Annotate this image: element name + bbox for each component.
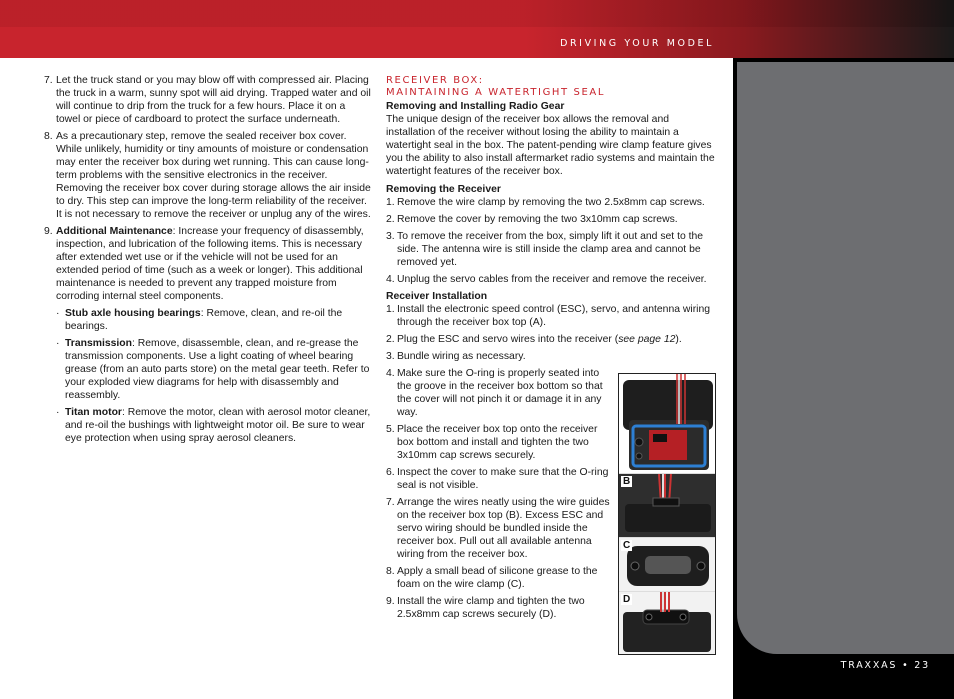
section-title: DRIVING YOUR MODEL	[560, 38, 714, 49]
page-footer: TRAXXAS • 23	[840, 660, 930, 671]
item-number: 4.	[386, 368, 395, 379]
item-text: Arrange the wires neatly using the wire guides on the receiver box top (B). Excess ESC and servo wiring should be bundled inside the receiver box. Pull out all available antenna wiring from the receiver box.	[397, 497, 610, 560]
subheading-removing: Removing the Receiver	[386, 184, 501, 195]
item-text: Remove the wire clamp by removing the two 2.5x8mm cap screws.	[397, 197, 705, 208]
list-item	[386, 350, 612, 363]
bullet-text: : Remove, clean, and re-oil the bearings.	[65, 308, 343, 332]
list-item-9	[44, 225, 372, 303]
item-number: 3.	[386, 231, 395, 242]
item-number: 4.	[386, 274, 395, 285]
photo-c	[619, 538, 715, 592]
bullet-item	[44, 337, 372, 402]
list-item	[386, 230, 716, 269]
item-text: Inspect the cover to make sure that the O-ring seal is not visible.	[397, 467, 609, 491]
bullet-icon: ·	[56, 308, 60, 319]
item-number: 3.	[386, 351, 395, 362]
item-text: Apply a small bead of silicone grease to the foam on the wire clamp (C).	[397, 566, 598, 590]
photo-a	[619, 374, 715, 474]
list-item	[386, 496, 612, 561]
list-item	[386, 565, 612, 591]
subheading-installation: Receiver Installation	[386, 291, 488, 302]
item-number: 1.	[386, 197, 395, 208]
item-number: 1.	[386, 304, 395, 315]
header-band	[0, 0, 954, 27]
item-text-end: ).	[675, 334, 682, 345]
list-item	[386, 303, 716, 329]
item-number: 9.	[386, 596, 395, 607]
bullet-icon: ·	[56, 407, 60, 418]
bullet-icon: ·	[56, 338, 60, 349]
item-text: As a precautionary step, remove the sealed receiver box cover. While unlikely, humidity or tiny amounts of moisture or condensation may enter the receiver box during wet running. This can cause long-term problems with the sensitive electronics in the receiver. Removing the receiver box cover during storage allows the air inside to dry. This step can improve the long-term reliability of the receiver. It is not necessary to remove the receiver or unplug any of the wires.	[56, 131, 371, 220]
photo-label-c: C	[623, 540, 631, 551]
item-number: 2.	[386, 214, 395, 225]
item-number: 7.	[386, 497, 395, 508]
bullet-bold: Stub axle housing bearings	[65, 308, 201, 319]
item-number: 8.	[44, 131, 53, 142]
receiver-box-open-image	[619, 374, 715, 474]
bullet-item	[44, 307, 372, 333]
list-item	[386, 466, 612, 492]
list-item	[386, 423, 612, 462]
item-text: Let the truck stand or you may blow off with compressed air. Placing the truck in a warm, sunny spot will aid drying. Trapped water and oil will continue to drip from the truck for a few hours. Place it on a towel or piece of cardboard to protect the surface underneath.	[56, 75, 371, 125]
subheading-radio-gear: Removing and Installing Radio Gear	[386, 101, 565, 112]
item-text: Place the receiver box top onto the receiver box bottom and install and tighten the two 3x10mm cap screws securely.	[397, 424, 598, 461]
list-item-8	[44, 130, 372, 221]
item-text: Plug the ESC and servo wires into the receiver (	[397, 334, 619, 345]
list-item	[386, 595, 612, 621]
page-reference: see page 12	[618, 334, 676, 345]
item-number: 8.	[386, 566, 395, 577]
section-heading-line2: MAINTAINING A WATERTIGHT SEAL	[386, 87, 606, 98]
item-text: : Increase your frequency of disassembly, inspection, and lubrication of the following items. This is necessary after extended wet use or if the vehicle will not be used for an extended period of time (such as a week or longer). This additional maintenance is needed to prevent any trapped moisture from corroding internal steel components.	[56, 226, 364, 302]
item-text: Install the wire clamp and tighten the two 2.5x8mm cap screws securely (D).	[397, 596, 585, 620]
list-item	[386, 213, 716, 226]
item-text: Remove the cover by removing the two 3x10mm cap screws.	[397, 214, 678, 225]
item-text: Unplug the servo cables from the receiver and remove the receiver.	[397, 274, 707, 285]
item-number: 5.	[386, 424, 395, 435]
list-item-7	[44, 74, 372, 126]
photo-label-b: B	[623, 476, 631, 487]
list-item	[386, 273, 716, 286]
receiver-box-photos	[618, 373, 716, 655]
list-item	[386, 367, 612, 419]
list-item	[386, 333, 716, 346]
bullet-bold: Transmission	[65, 338, 132, 349]
side-panel	[737, 62, 954, 654]
item-text: To remove the receiver from the box, simply lift it out and set to the side. The antenna wire is still inside the clamp area and cannot be removed yet.	[397, 231, 704, 268]
wire-clamp-foam-image	[619, 538, 715, 592]
item-number: 9.	[44, 226, 53, 237]
bullet-text: : Remove, disassemble, clean, and re-grease the transmission components. Use a light coating of wheel bearing grease (from an auto parts store) on the metal gear teeth. Refer to your exploded view diagrams for help with disassembly and reassembly.	[65, 338, 370, 401]
photo-label-d: D	[623, 594, 631, 605]
section-heading-line1: RECEIVER BOX:	[386, 75, 484, 86]
photo-d	[619, 592, 715, 654]
bullet-text: : Remove the motor, clean with aerosol motor cleaner, and re-oil the bushings with lightweight motor oil. Be sure to wear eye protection when using spray aerosol cleaners.	[65, 407, 371, 444]
clamp-installed-image	[619, 592, 715, 654]
intro-paragraph: The unique design of the receiver box allows the removal and installation of the receiver without losing the ability to maintain a watertight seal in the box. The patent-pending wire clamp feature gives you the ability to also install aftermarket radio systems and maintain the watertight features of the receiver box.	[386, 114, 715, 177]
item-number: 7.	[44, 75, 53, 86]
photo-b	[619, 474, 715, 538]
item-number: 6.	[386, 467, 395, 478]
bullet-item	[44, 406, 372, 445]
narrow-list	[386, 350, 612, 621]
item-text: Make sure the O-ring is properly seated into the groove in the receiver box bottom so that the cover will not pinch it or damage it in any way.	[397, 368, 603, 418]
item-text: Bundle wiring as necessary.	[397, 351, 526, 362]
bullet-bold: Titan motor	[65, 407, 122, 418]
list-item	[386, 196, 716, 209]
wire-guides-image	[619, 474, 715, 538]
item-number: 2.	[386, 334, 395, 345]
item-bold: Additional Maintenance	[56, 226, 173, 237]
item-text: Install the electronic speed control (ESC), servo, and antenna wiring through the receiver box top (A).	[397, 304, 711, 328]
left-column	[44, 74, 372, 449]
